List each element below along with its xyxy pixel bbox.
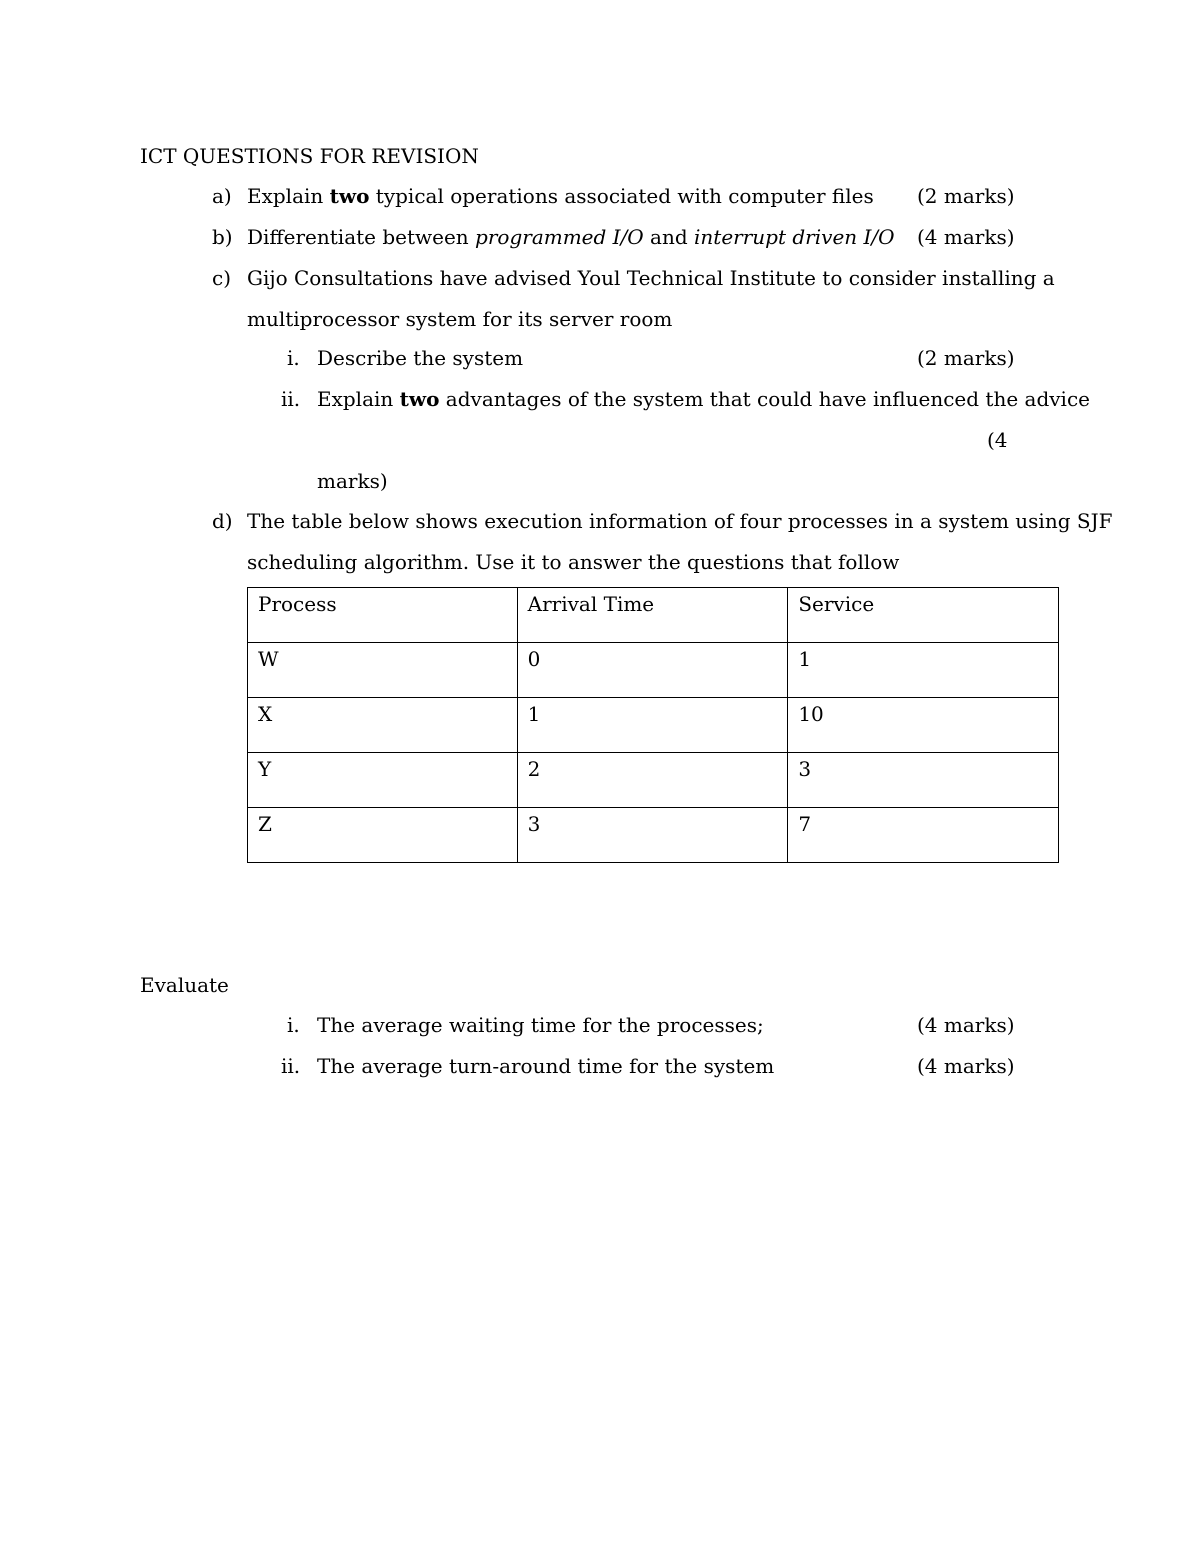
table-cell: 1 xyxy=(788,643,1059,698)
table-row xyxy=(248,753,1059,808)
question-b-text: Differentiate between programmed I/O and interrupt driven I/O xyxy=(247,225,895,249)
table-cell: X xyxy=(248,698,518,753)
question-b-marks: (4 marks) xyxy=(917,225,1015,249)
table-header-row xyxy=(248,588,1059,643)
table-header-cell: Arrival Time xyxy=(517,588,788,643)
table-row xyxy=(248,698,1059,753)
question-d-label: d) xyxy=(212,509,233,533)
table-row xyxy=(248,808,1059,863)
question-a-marks: (2 marks) xyxy=(917,184,1015,208)
evaluate-ii-marks: (4 marks) xyxy=(917,1054,1015,1078)
question-d-line2: scheduling algorithm. Use it to answer the questions that follow xyxy=(247,550,900,574)
evaluate-ii-label: ii. xyxy=(281,1054,301,1078)
evaluate-ii-text: The average turn-around time for the system xyxy=(317,1054,775,1078)
table-cell: 0 xyxy=(517,643,788,698)
question-b-label: b) xyxy=(212,225,233,249)
question-c-ii-label: ii. xyxy=(281,387,301,411)
table-cell: 1 xyxy=(517,698,788,753)
question-c-ii-marks-close: marks) xyxy=(317,469,388,493)
table-cell: 7 xyxy=(788,808,1059,863)
question-c-i-label: i. xyxy=(287,346,300,370)
question-c-line1: Gijo Consultations have advised Youl Technical Institute to consider installing a xyxy=(247,266,1055,290)
table-cell: W xyxy=(248,643,518,698)
table-cell: 10 xyxy=(788,698,1059,753)
question-c-ii-marks-open: (4 xyxy=(987,428,1008,452)
question-c-ii-text: Explain two advantages of the system that could have influenced the advice xyxy=(317,387,1090,411)
evaluate-i-label: i. xyxy=(287,1013,300,1037)
table-header-cell: Service xyxy=(788,588,1059,643)
table-cell: Y xyxy=(248,753,518,808)
question-a-label: a) xyxy=(212,184,232,208)
question-d-line1: The table below shows execution information of four processes in a system using SJF xyxy=(247,509,1113,533)
question-c-i-text: Describe the system xyxy=(317,346,524,370)
evaluate-i-marks: (4 marks) xyxy=(917,1013,1015,1037)
table-header-cell: Process xyxy=(248,588,518,643)
process-table xyxy=(247,587,1059,863)
table-cell: 2 xyxy=(517,753,788,808)
page-title: ICT QUESTIONS FOR REVISION xyxy=(140,144,479,168)
table-cell: 3 xyxy=(517,808,788,863)
evaluate-i-text: The average waiting time for the processes; xyxy=(317,1013,764,1037)
question-a-text: Explain two typical operations associated with computer files xyxy=(247,184,874,208)
table-cell: Z xyxy=(248,808,518,863)
question-c-line2: multiprocessor system for its server room xyxy=(247,307,673,331)
question-c-label: c) xyxy=(212,266,232,290)
evaluate-heading: Evaluate xyxy=(140,973,229,997)
question-c-i-marks: (2 marks) xyxy=(917,346,1015,370)
table-cell: 3 xyxy=(788,753,1059,808)
table-row xyxy=(248,643,1059,698)
